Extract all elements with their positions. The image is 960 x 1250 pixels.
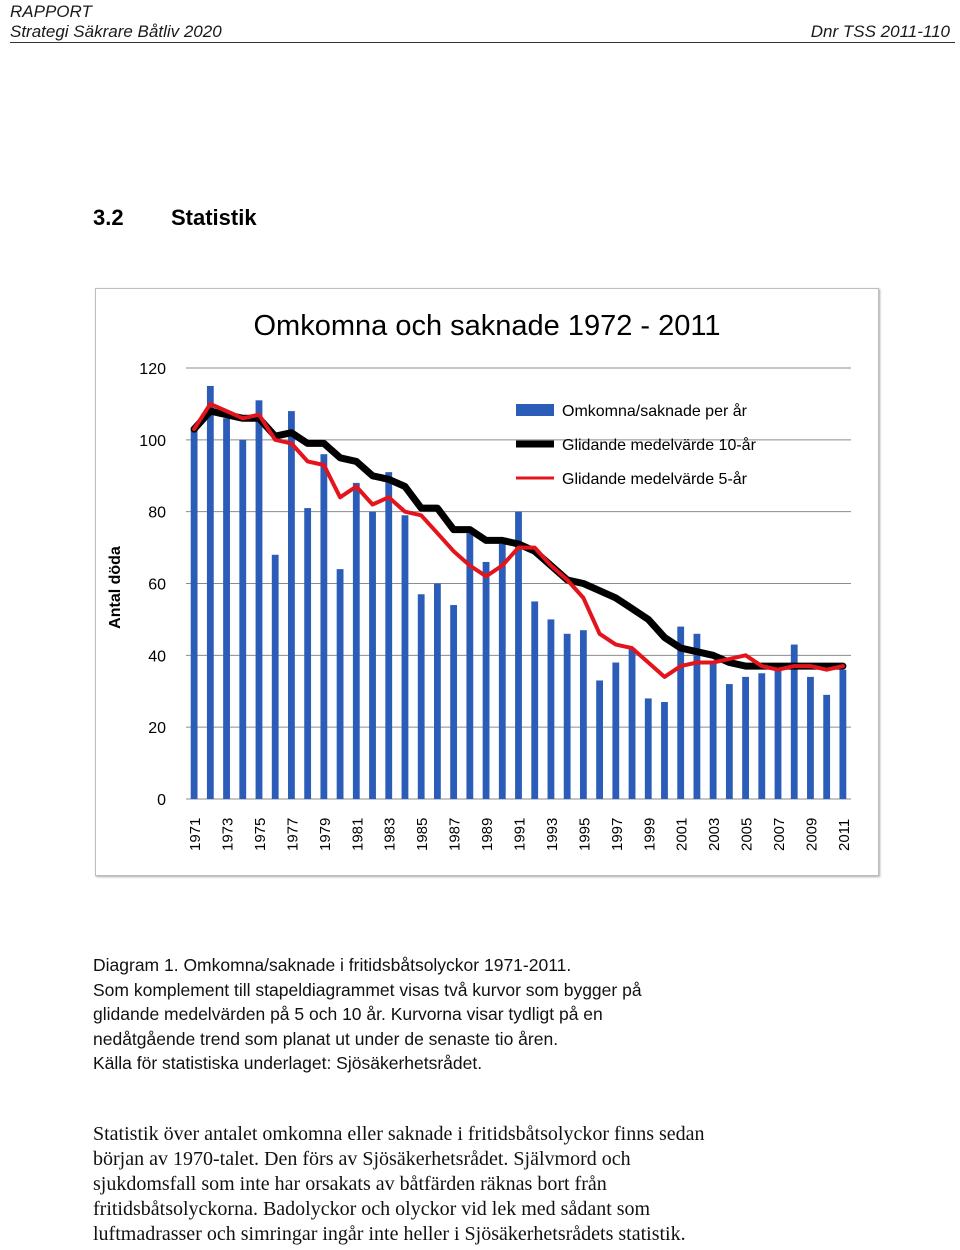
x-tick-label: 1985 xyxy=(414,817,432,851)
bar xyxy=(288,411,295,799)
y-tick-label: 0 xyxy=(157,792,166,809)
header-divider xyxy=(10,42,955,43)
report-label: RAPPORT xyxy=(10,2,92,21)
paragraph-line: Statistik över antalet omkomna eller saknade i fritidsbåtsolyckor finns sedan xyxy=(93,1123,705,1145)
y-tick-label: 60 xyxy=(148,576,166,594)
y-tick-label: 20 xyxy=(148,720,166,738)
bar xyxy=(223,418,230,799)
bar xyxy=(499,544,506,799)
bar xyxy=(839,670,846,799)
x-tick-label: 2001 xyxy=(673,817,691,851)
bar xyxy=(742,677,749,799)
x-tick-label: 1981 xyxy=(349,817,367,851)
bar xyxy=(515,512,522,799)
bar xyxy=(337,569,344,799)
bar xyxy=(450,605,457,799)
x-axis-ticks xyxy=(187,818,853,851)
y-tick-label: 40 xyxy=(148,648,166,666)
bar xyxy=(207,386,214,799)
caption-line: Källa för statistiska underlaget: Sjösäkerhetsrådet. xyxy=(93,1053,483,1073)
bar xyxy=(191,429,198,799)
caption-line: Som komplement till stapeldiagrammet visas två kurvor som bygger på xyxy=(93,979,642,1000)
bar xyxy=(645,698,652,799)
bar xyxy=(434,584,441,800)
y-axis-ticks xyxy=(139,361,166,809)
bar xyxy=(661,702,668,799)
x-tick-label: 1977 xyxy=(284,817,302,851)
y-axis-label: Antal döda xyxy=(107,546,124,629)
x-tick-label: 1987 xyxy=(446,817,464,851)
bar xyxy=(612,663,619,799)
legend-label: Omkomna/saknade per år xyxy=(562,403,747,420)
chart-container xyxy=(95,288,879,876)
bar xyxy=(677,627,684,799)
bar xyxy=(531,601,538,799)
bar xyxy=(629,648,636,799)
bar xyxy=(320,454,327,799)
paragraph-line: sjukdomsfall som inte har orsakats av båtfärden räknas bort från xyxy=(93,1173,607,1195)
section-number: 3.2 xyxy=(93,205,124,230)
x-tick-label: 1979 xyxy=(316,817,334,851)
bar xyxy=(369,512,376,799)
x-tick-label: 1999 xyxy=(641,817,659,851)
figure-caption xyxy=(93,953,773,1076)
bar xyxy=(710,663,717,799)
caption-line: glidande medelvärden på 5 och 10 år. Kurvorna visar tydligt på en xyxy=(93,1004,603,1024)
y-tick-label: 120 xyxy=(139,361,166,378)
body-paragraph xyxy=(93,1122,813,1247)
bar xyxy=(272,555,279,799)
x-tick-label: 1975 xyxy=(251,817,269,851)
bar xyxy=(466,533,473,799)
bar xyxy=(256,400,263,799)
bar xyxy=(564,634,571,799)
bar xyxy=(807,677,814,799)
x-tick-label: 2003 xyxy=(706,817,724,851)
x-tick-label: 1973 xyxy=(219,817,237,851)
caption-line: Diagram 1. Omkomna/saknade i fritidsbåtsolyckor 1971-2011. xyxy=(93,955,572,975)
x-tick-label: 2007 xyxy=(771,817,789,851)
x-tick-label: 2005 xyxy=(738,817,756,851)
bar xyxy=(385,472,392,799)
x-tick-label: 1995 xyxy=(576,817,594,851)
bar xyxy=(239,440,246,799)
section-title: Statistik xyxy=(171,205,257,230)
bar xyxy=(580,630,587,799)
x-tick-label: 1997 xyxy=(608,817,626,851)
x-tick-label: 2009 xyxy=(803,817,821,851)
x-tick-label: 1991 xyxy=(511,817,529,851)
bar xyxy=(694,634,701,799)
section-heading xyxy=(93,205,257,231)
legend-swatch xyxy=(516,404,554,416)
caption-line: nedåtgående trend som planat ut under de senaste tio åren. xyxy=(93,1028,559,1049)
bar xyxy=(823,695,830,799)
x-tick-label: 2011 xyxy=(835,818,853,851)
document-number: Dnr TSS 2011-110 xyxy=(810,22,950,41)
x-tick-label: 1983 xyxy=(381,817,399,851)
bar xyxy=(758,673,765,799)
legend-label: Glidande medelvärde 5-år xyxy=(562,471,747,488)
bar xyxy=(726,684,733,799)
chart-title: Omkomna och saknade 1972 - 2011 xyxy=(253,310,721,342)
deaths-chart xyxy=(96,289,878,875)
y-tick-label: 80 xyxy=(148,504,166,522)
legend-label: Glidande medelvärde 10-år xyxy=(562,437,756,454)
legend xyxy=(516,402,757,488)
bar xyxy=(304,508,311,799)
bar xyxy=(548,619,555,799)
paragraph-line: början av 1970-talet. Den förs av Sjösäkerhetsrådet. Självmord och xyxy=(93,1148,631,1170)
x-tick-label: 1971 xyxy=(187,817,205,851)
bar xyxy=(353,483,360,799)
bar xyxy=(775,670,782,799)
x-tick-label: 1993 xyxy=(543,817,561,851)
paragraph-line: luftmadrasser och simringar ingår inte heller i Sjösäkerhetsrådets statistik. xyxy=(93,1223,686,1245)
y-tick-label: 100 xyxy=(139,432,166,450)
paragraph-line: fritidsbåtsolyckorna. Badolyckor och olyckor vid lek med sådant som xyxy=(93,1198,651,1220)
x-tick-label: 1989 xyxy=(479,817,497,851)
bar xyxy=(483,562,490,799)
document-title: Strategi Säkrare Båtliv 2020 xyxy=(10,22,222,41)
bar xyxy=(402,515,409,799)
bar xyxy=(418,594,425,799)
bar xyxy=(596,680,603,799)
